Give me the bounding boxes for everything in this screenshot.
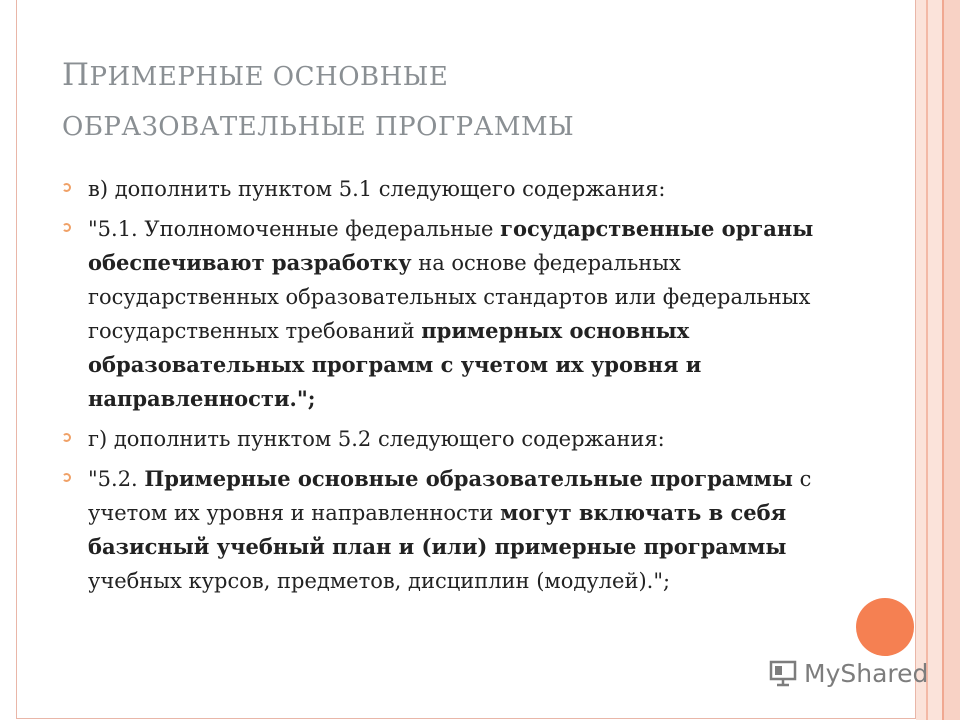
bullet-item — [62, 212, 822, 416]
bold-text-segment: примерных основных образовательных программ с учетом их уровня и направленности."; — [88, 318, 702, 411]
presentation-board-icon — [768, 658, 798, 688]
bullet-item — [62, 422, 822, 456]
bullet-icon — [62, 223, 71, 232]
text-segment: "5.2. — [88, 467, 145, 491]
title-line-1-rest: РИМЕРНЫЕ ОСНОВНЫЕ — [89, 62, 449, 92]
text-segment: "5.1. Уполномоченные федеральные — [88, 217, 501, 241]
bullet-icon — [62, 183, 71, 192]
bullet-item — [62, 462, 822, 598]
text-segment: на основе федеральных государственных образовательных стандартов или федеральных государственных требований — [88, 251, 811, 343]
bullet-item — [62, 172, 822, 206]
slide-title — [62, 50, 862, 152]
title-first-letter: П — [62, 57, 90, 93]
watermark — [768, 655, 928, 691]
text-segment: в) дополнить пунктом 5.1 следующего содержания: — [88, 177, 666, 201]
text-segment: учебных курсов, предметов, дисциплин (модулей)."; — [88, 569, 671, 593]
bullet-icon — [62, 473, 71, 482]
text-segment: г) дополнить пунктом 5.2 следующего содержания: — [88, 427, 665, 451]
bold-text-segment: могут включать в себя базисный учебный план и (или) примерные программы — [88, 500, 787, 559]
bullet-icon — [62, 433, 71, 442]
bold-text-segment: государственные органы обеспечивают разработку — [88, 216, 814, 275]
decorative-circle — [856, 598, 914, 656]
bullet-list — [62, 172, 822, 604]
watermark-text: MyShared — [804, 658, 929, 688]
title-line-2: ОБРАЗОВАТЕЛЬНЫЕ ПРОГРАММЫ — [62, 112, 575, 142]
title-line-1 — [62, 50, 862, 102]
decorative-side-stripes — [916, 0, 960, 720]
bold-text-segment: Примерные основные образовательные программы — [144, 466, 793, 491]
text-segment: с учетом их уровня и направленности — [88, 467, 812, 525]
